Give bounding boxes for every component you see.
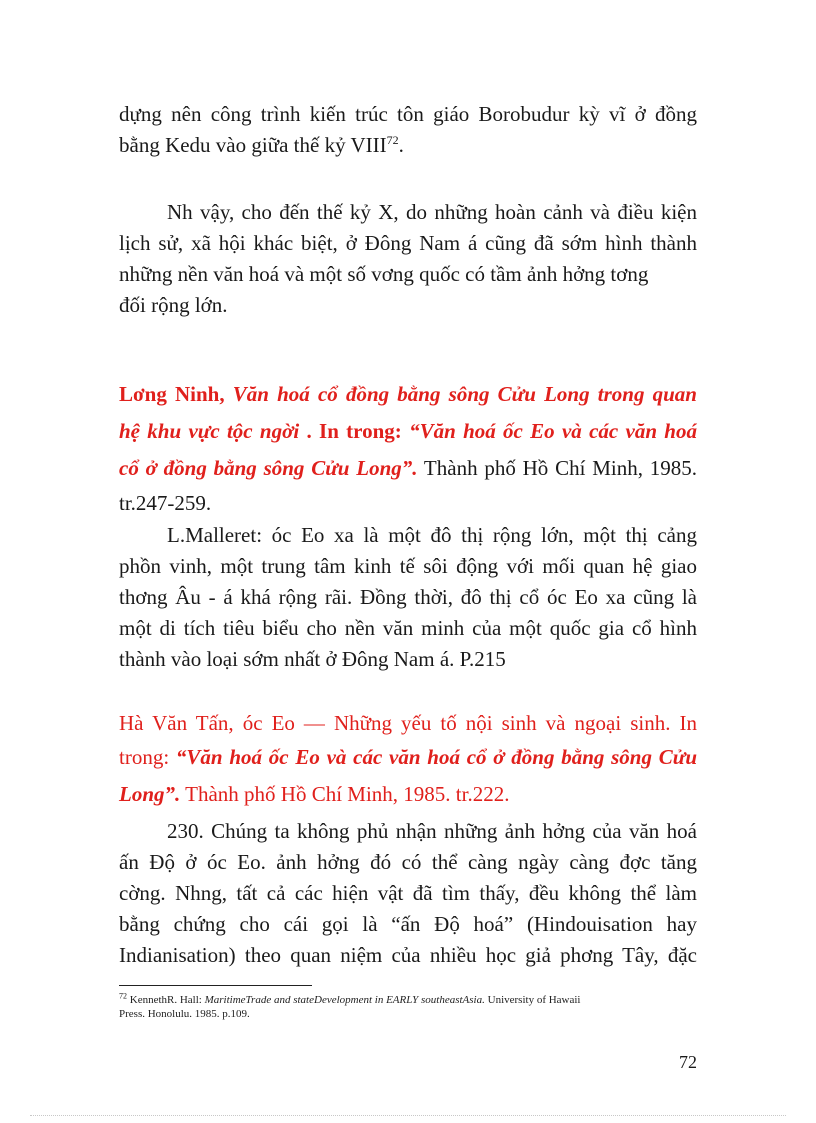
body-text-line: đối rộng lớn. — [119, 293, 228, 317]
footnote-reference[interactable]: 72 — [386, 133, 399, 147]
footnote-divider — [119, 985, 312, 986]
footnote-author: KennethR. Hall: — [127, 994, 205, 1006]
body-text-line: phồn vinh, một trung tâm kinh tế sôi động với mối quan hệ giao — [119, 554, 697, 578]
reference-line: Hà Văn Tấn, óc Eo — Những yếu tố nội sinh và ngoại sinh. In — [119, 711, 697, 735]
reference-publisher: Thành phố Hồ Chí Minh, 1985. tr.222. — [180, 782, 510, 806]
reference-line — [119, 451, 697, 485]
body-text-line: Nh vậy, cho đến thế kỷ X, do những hoàn cảnh và điều kiện — [167, 200, 697, 224]
body-text-line: 230. Chúng ta không phủ nhận những ảnh hởng của văn hoá — [167, 819, 697, 843]
body-text-line: lịch sử, xã hội khác biệt, ở Đông Nam á cũng đã sớm hình thành — [119, 231, 697, 255]
reference-author: Lơng Ninh, — [119, 382, 233, 406]
page-number: 72 — [679, 1052, 697, 1072]
body-text-line: những nền văn hoá và một số vơng quốc có tầm ảnh hởng tơng — [119, 262, 649, 286]
body-text-line: bằng chứng cho cái gọi là “ấn Độ hoá” (Hindouisation hay — [119, 912, 697, 936]
footnote-line: Press. Honolulu. 1985. p.109. — [119, 1008, 250, 1020]
body-text-line: dựng nên công trình kiến trúc tôn giáo Borobudur kỳ vĩ ở đồng — [119, 102, 697, 126]
footnote-text: University of Hawaii — [484, 994, 581, 1006]
body-text-line: cờng. Nhng, tất cả các hiện vật đã tìm thấy, đều không thể làm — [119, 881, 697, 905]
reference-line — [119, 377, 697, 411]
body-text-line: L.Malleret: óc Eo xa là một đô thị rộng lớn, một thị cảng — [167, 523, 697, 547]
page-bottom-divider — [30, 1115, 786, 1116]
reference-text: trong: — [119, 745, 176, 769]
reference-book-title: cổ ở đồng bằng sông Cửu Long”. — [119, 456, 418, 480]
body-text: . — [398, 133, 404, 157]
reference-book-title: Long”. — [119, 782, 181, 806]
body-text-line: Indianisation) theo quan niệm của nhiều học giả phơng Tây, đặc — [119, 943, 697, 967]
reference-line — [119, 777, 697, 811]
body-text-line: ấn Độ ở óc Eo. ảnh hởng đó có thể càng ngày càng đợc tăng — [119, 850, 697, 874]
reference-text: . In trong: — [299, 419, 410, 443]
reference-line — [119, 740, 697, 774]
reference-line: tr.247-259. — [119, 491, 212, 515]
reference-publisher: Thành phố Hồ Chí Minh, 1985. — [417, 456, 697, 480]
body-text-line: một di tích tiêu biểu cho nền văn minh của một quốc gia cổ hình — [119, 616, 697, 640]
reference-book-title: “Văn hoá ốc Eo và các văn hoá — [409, 419, 697, 443]
body-text-line: thành vào loại sớm nhất ở Đông Nam á. P.215 — [119, 647, 506, 671]
footnote — [119, 993, 699, 1007]
footnote-title: MaritimeTrade and stateDevelopment in EARLY southeastAsia. — [204, 994, 485, 1006]
reference-title: Văn hoá cổ đồng bằng sông Cửu Long trong quan — [232, 382, 697, 406]
body-text-line — [119, 130, 697, 160]
footnote-number: 72 — [119, 991, 127, 1001]
reference-title: hệ khu vực tộc ngời — [119, 419, 300, 443]
reference-line — [119, 414, 697, 448]
body-text: bằng Kedu vào giữa thế kỷ VIII — [119, 133, 387, 157]
body-text-line: thơng Âu - á khá rộng rãi. Đồng thời, đô thị cổ óc Eo xa cũng là — [119, 585, 697, 609]
reference-book-title: “Văn hoá ốc Eo và các văn hoá cổ ở đồng bằng sông Cửu — [175, 745, 698, 769]
